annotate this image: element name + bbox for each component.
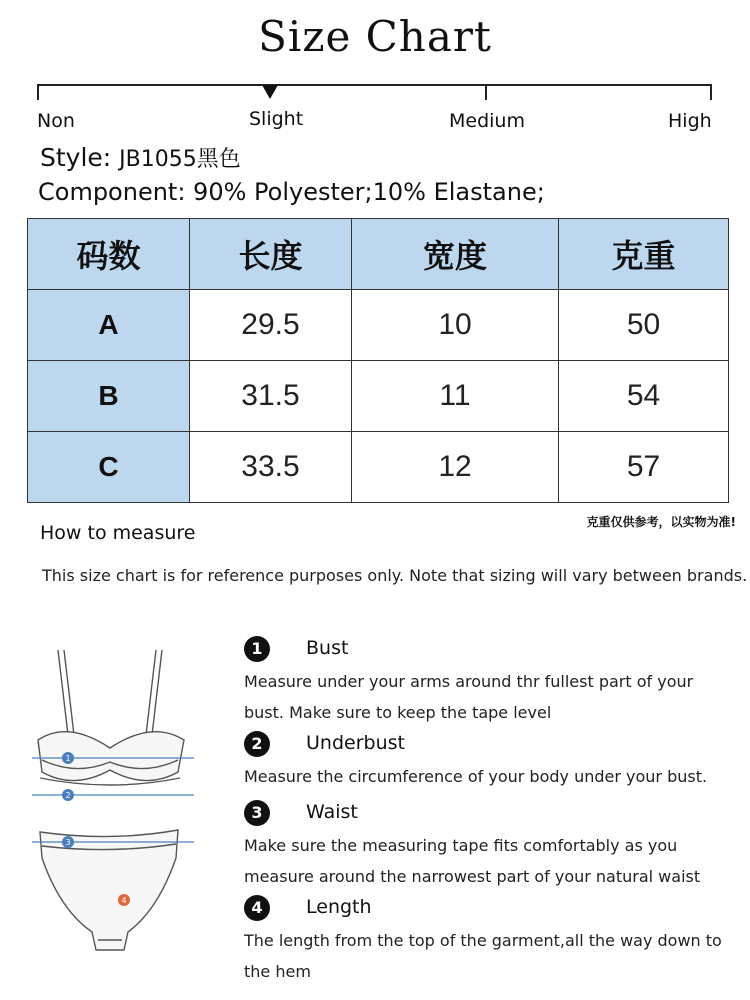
header-size: 码数 xyxy=(28,219,190,290)
page-title: Size Chart xyxy=(258,12,492,61)
style-line xyxy=(40,142,241,173)
scale-tick xyxy=(37,84,39,100)
table-row xyxy=(28,361,729,432)
table-header-row xyxy=(28,219,729,290)
how-to-measure-heading: How to measure xyxy=(40,522,196,544)
scale-label-non: Non xyxy=(37,110,75,132)
style-label: Style: xyxy=(40,143,112,172)
header-length: 长度 xyxy=(190,219,352,290)
measure-desc: Measure under your arms around thr fullest part of your bust. Make sure to keep the tape level xyxy=(244,672,694,722)
table-row xyxy=(28,432,729,503)
number-1-icon: 1 xyxy=(244,636,270,662)
number-2-icon: 2 xyxy=(244,731,270,757)
measure-desc: The length from the top of the garment,all the way down to the hem xyxy=(244,931,722,981)
disclaimer-text: This size chart is for reference purposes only. Note that sizing will vary between brands. xyxy=(42,566,748,585)
scale-label-medium: Medium xyxy=(449,110,525,132)
cell-width: 11 xyxy=(352,361,559,432)
measure-title: Bust xyxy=(306,637,349,659)
scale-tick xyxy=(485,84,487,100)
marker-4-label: 4 xyxy=(121,896,127,905)
bikini-figure xyxy=(28,640,198,960)
cell-width: 12 xyxy=(352,432,559,503)
header-width: 宽度 xyxy=(352,219,559,290)
style-value: JB1055黑色 xyxy=(119,147,241,172)
measure-title: Underbust xyxy=(306,732,405,754)
size-table xyxy=(27,218,729,503)
number-4-icon: 4 xyxy=(244,895,270,921)
number-3-icon: 3 xyxy=(244,800,270,826)
cell-length: 31.5 xyxy=(190,361,352,432)
stretch-scale-line xyxy=(38,84,712,86)
cell-weight: 57 xyxy=(559,432,729,503)
scale-tick xyxy=(710,84,712,100)
measure-desc: Measure the circumference of your body under your bust. xyxy=(244,767,708,786)
row-size: C xyxy=(28,432,190,503)
stretch-pointer-icon xyxy=(262,85,278,99)
cell-width: 10 xyxy=(352,290,559,361)
cell-length: 33.5 xyxy=(190,432,352,503)
header-weight: 克重 xyxy=(559,219,729,290)
cell-weight: 50 xyxy=(559,290,729,361)
marker-1-label: 1 xyxy=(65,754,71,763)
cell-length: 29.5 xyxy=(190,290,352,361)
scale-label-slight: Slight xyxy=(249,108,304,130)
row-size: B xyxy=(28,361,190,432)
table-row xyxy=(28,290,729,361)
scale-label-high: High xyxy=(668,110,712,132)
component-line: Component: 90% Polyester;10% Elastane; xyxy=(38,178,545,206)
marker-3-label: 3 xyxy=(65,838,71,847)
measure-title: Length xyxy=(306,896,372,918)
weight-note: 克重仅供参考，以实物为准! xyxy=(586,515,736,529)
measure-desc: Make sure the measuring tape fits comfortably as you measure around the narrowest part of your natural waist xyxy=(244,836,701,886)
row-size: A xyxy=(28,290,190,361)
marker-2-label: 2 xyxy=(65,791,71,800)
cell-weight: 54 xyxy=(559,361,729,432)
measure-title: Waist xyxy=(306,801,358,823)
